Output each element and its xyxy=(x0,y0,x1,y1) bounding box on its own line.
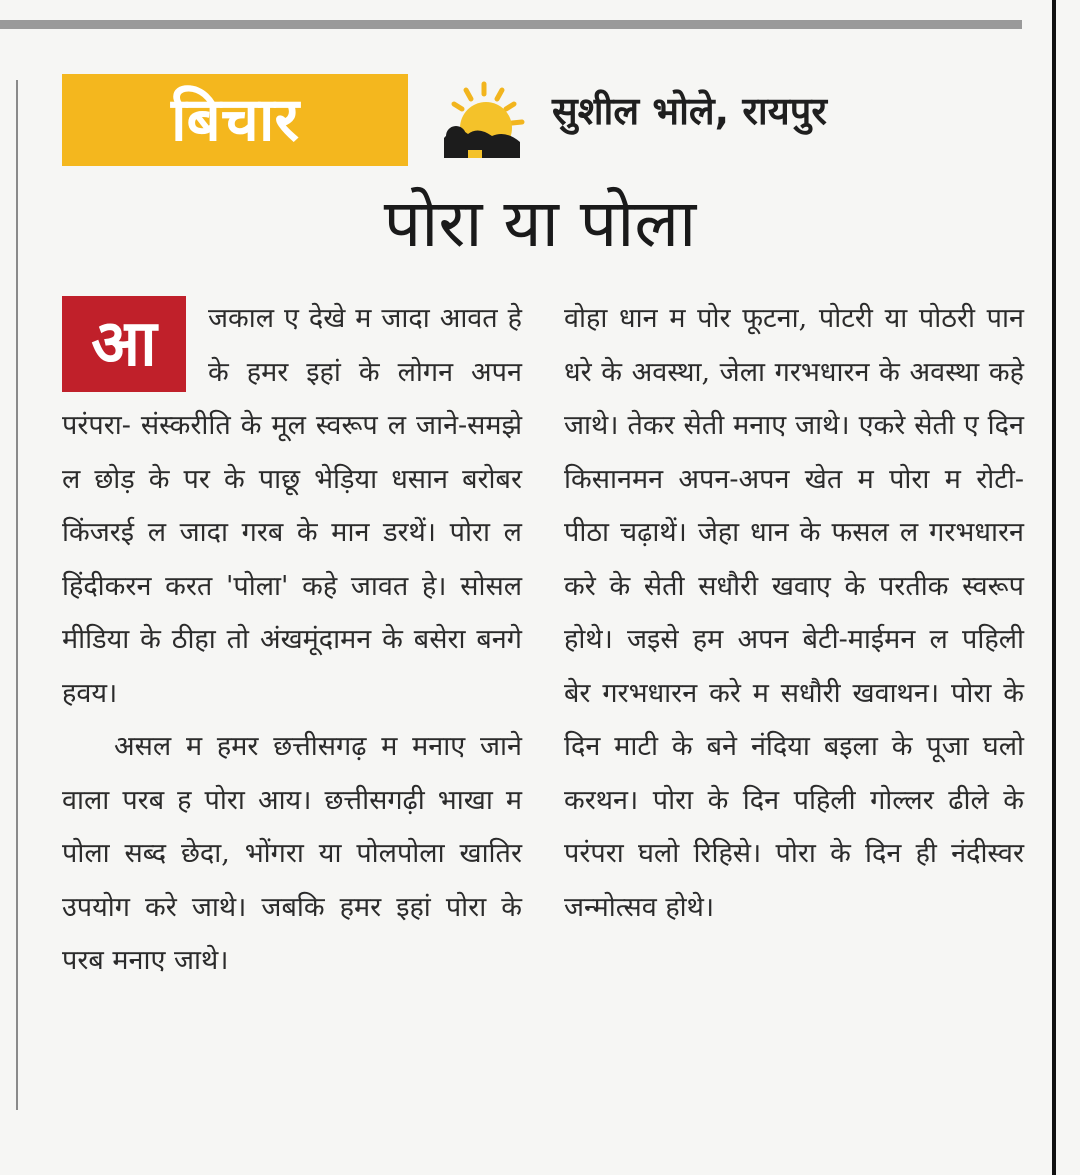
article-column-right xyxy=(564,292,1024,934)
paragraph-3: वोहा धान म पोर फूटना, पोटरी या पोठरी पान धरे के अवस्था, जेला गरभधारन के अवस्था कहे जाथे। तेकर सेती मनाए जाथे। एकरे सेती ए दिन किसानमन अपन-अपन खेत म पोरा म रोटी-पीठा चढ़ाथें। जेहा धान के फसल ल गरभधारन करे के सेती सधौरी खवाए के परतीक स्वरूप होथे। जइसे हम अपन बेटी-माईमन ल पहिली बेर गरभधारन करे म सधौरी खवाथन। पोरा के दिन माटी के बने नंदिया बइला के पूजा घलो करथन। पोरा के दिन पहिली गोल्लर ढीले के परंपरा घलो रिहिसे। पोरा के दिन ही नंदीस्वर जन्मोत्सव होथे। xyxy=(564,303,1024,923)
paragraph-2: असल म हमर छत्तीसगढ़ म मनाए जाने वाला परब ह पोरा आय। छत्तीसगढ़ी भाखा म पोला सब्द छेदा, भोंगरा या पोलपोला खातिर उपयोग करे जाथे। जबकि हमर इहां पोरा के परब मनाए जाथे। xyxy=(62,731,522,976)
page-edge xyxy=(1052,0,1056,1175)
drop-cap: आ xyxy=(62,296,186,392)
sun-icon xyxy=(434,80,530,170)
section-label: बिचार xyxy=(171,85,299,155)
paragraph-1: जकाल ए देखे म जादा आवत हे के हमर इहां के लोगन अपन परंपरा- संस्करीति के मूल स्वरूप ल जाने-समझे ल छोड़ के पर के पाछू भेड़िया धसान बरोबर किंजरई ल जादा गरब के मान डरथें। पोरा ल हिंदीकरन करत 'पोला' कहे जावत हे। सोसल मीडिया के ठीहा तो अंखमूंदामन के बसेरा बनगे हवय। xyxy=(62,303,522,709)
article-column-left xyxy=(62,292,522,988)
headline: पोरा या पोला xyxy=(383,185,697,262)
top-rule xyxy=(0,20,1022,29)
section-label-box xyxy=(62,74,408,166)
byline: सुशील भोले, रायपुर xyxy=(552,89,827,133)
